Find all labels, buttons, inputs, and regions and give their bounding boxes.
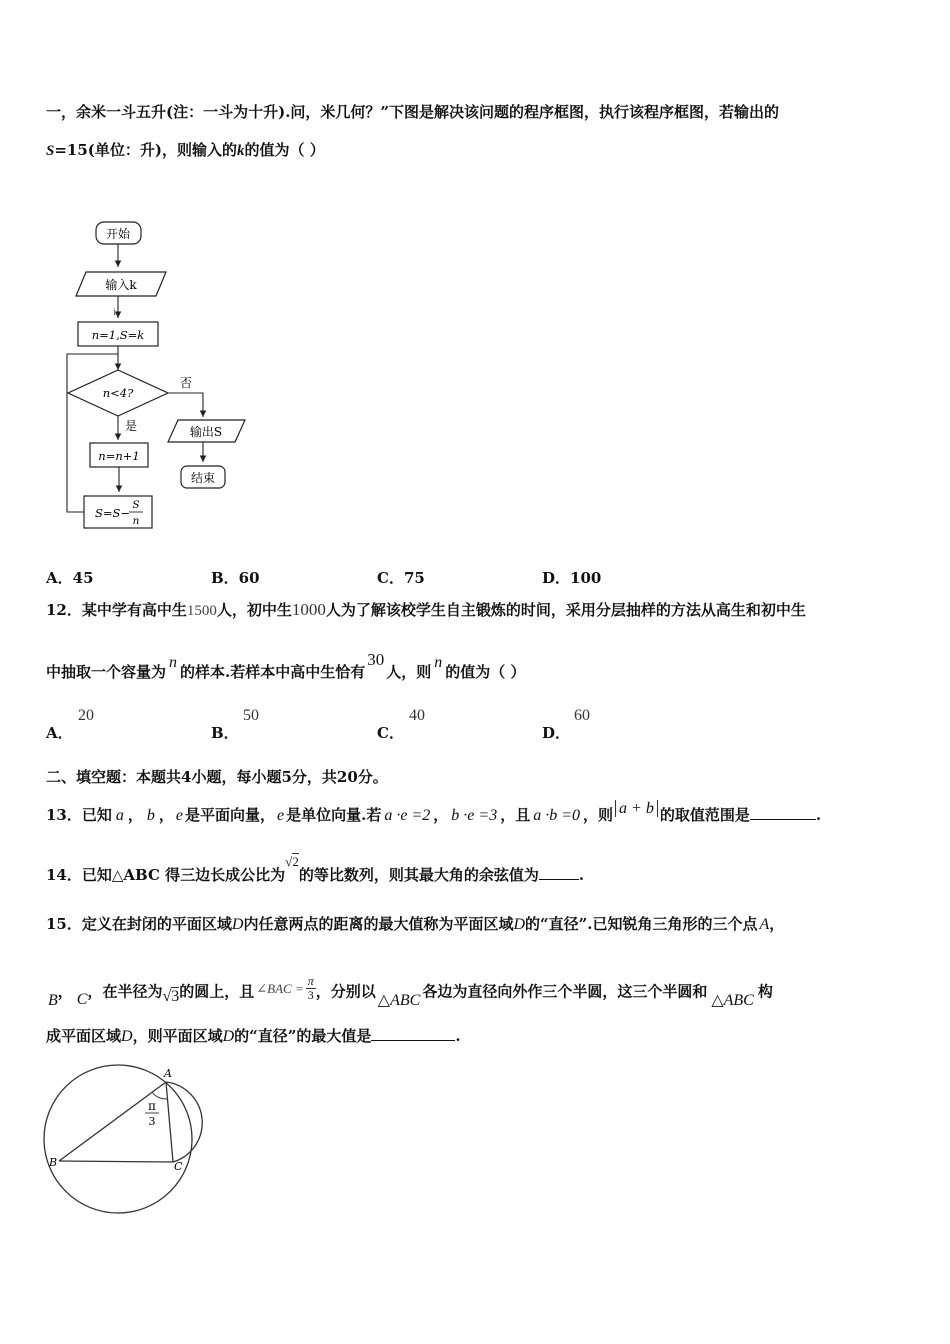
q13-be: b ·e =3	[451, 807, 498, 824]
flow-init-text: n=1,S=k	[91, 328, 145, 342]
q15-D1: D	[231, 916, 244, 933]
angle-arc	[152, 1092, 167, 1099]
flow-input-text: 输入k	[105, 278, 137, 292]
q12-1500: 1500	[186, 603, 217, 619]
fig-label-c: C	[174, 1160, 183, 1173]
flow-small-mark: i	[113, 308, 116, 318]
q12-n1: n	[169, 654, 178, 671]
q12-l2d: 的值为（ ）	[445, 663, 526, 681]
q15-B: B	[48, 991, 58, 1009]
q15-line1	[46, 914, 784, 935]
q15-l3b: ，则平面区域	[132, 1027, 223, 1045]
q15-frac	[306, 975, 316, 1002]
q15-c1: ，	[57, 982, 73, 1001]
q12-option-b-value: 50	[243, 707, 259, 724]
q15-frac-den: 3	[307, 988, 314, 1002]
q15-root-value: 3	[171, 987, 180, 1005]
q14-p2: 的等比数列，则其最大角的余弦值为	[298, 866, 539, 884]
side-bc	[59, 1161, 173, 1162]
q15-A: A	[759, 916, 770, 933]
q13-ae: a ·e =2	[384, 807, 431, 824]
q12-p3: 人为了解该校学生自主锻炼的时间，采用分层抽样的方法从高生和初中生	[325, 601, 806, 619]
q15-p5: ，在半径为	[87, 982, 163, 1001]
fig-label-b: B	[49, 1156, 58, 1169]
fig-label-a: A	[164, 1067, 172, 1080]
q11-s-var: S	[46, 143, 55, 159]
side-ac	[166, 1082, 173, 1162]
q15-figure	[40, 1060, 220, 1222]
q13-a: a	[115, 807, 124, 824]
q12-option-a-value: 20	[78, 707, 94, 724]
q13-comma2: ，	[158, 806, 174, 824]
q15-p7: ，分别以	[315, 982, 376, 1001]
flow-decision-text: n<4?	[102, 386, 134, 400]
q13-ab: a ·b =0	[533, 807, 581, 824]
q11-k-var: k	[236, 143, 245, 159]
q13-sep: ，	[433, 806, 449, 824]
q13-line	[46, 800, 822, 826]
section2-title: 二、填空题：本题共4小题，每小题5分，共20分。	[46, 768, 388, 786]
main-circle	[44, 1065, 192, 1213]
flow-output-text: 输出S	[189, 425, 223, 439]
q11-option-a: A．45	[46, 569, 94, 587]
q15-D3: D	[121, 1028, 133, 1045]
flow-start-text: 开始	[105, 227, 131, 241]
q12-option-a: A．	[46, 724, 73, 742]
q12-1000: 1000	[291, 600, 326, 619]
q15-tri1: △ABC	[377, 991, 421, 1009]
q12-l2a: 中抽取一个容量为	[46, 663, 167, 681]
flow-inc-text: n=n+1	[98, 449, 140, 463]
flow-end-text: 结束	[190, 471, 216, 485]
q13-blank	[750, 805, 816, 820]
q15-blank	[371, 1026, 455, 1041]
fig-angle-pi: π	[148, 1099, 156, 1113]
q15-tri2: △ABC	[711, 991, 754, 1009]
q15-p1: 15．定义在封闭的平面区域	[46, 915, 232, 933]
q13-abs: a + b	[615, 800, 658, 817]
flowchart	[60, 215, 260, 540]
q15-root: √3	[162, 987, 180, 1005]
q14-root-value: 2	[292, 854, 299, 869]
q11-option-d: D．100	[542, 569, 602, 587]
q12-30: 30	[367, 650, 385, 669]
q13-p5: ，则	[583, 806, 614, 824]
q11-option-c: C．75	[377, 569, 425, 587]
flow-no-label: 否	[180, 376, 193, 390]
q12-option-b: B．	[211, 724, 239, 742]
q15-p3: 的“直径”.已知锐角三角形的三个点	[525, 915, 758, 933]
q12-option-c: C．	[377, 724, 404, 742]
q15-p2: 内任意两点的距离的最大值称为平面区域	[243, 915, 514, 933]
q13-comma: ，	[127, 806, 143, 824]
q15-D4: D	[222, 1028, 235, 1045]
q11-line2-end: 的值为（ ）	[244, 141, 325, 159]
q12-option-d: D．	[542, 724, 571, 742]
q13-e2: e	[277, 807, 285, 824]
q11-line1: 一，余米一斗五升(注：一斗为十升).问，米几何？”下图是解决该问题的程序框图，执行该程序框图，若输出的	[46, 103, 780, 121]
q12-l2b: 的样本.若样本中高中生恰有	[180, 663, 366, 681]
q15-angle: ∠BAC =	[256, 980, 304, 996]
q15-line3	[46, 1026, 461, 1047]
q12-n2: n	[434, 654, 443, 671]
flow-update-text: S=S−	[95, 506, 131, 520]
q15-p4: ，	[769, 915, 785, 933]
q11-option-b: B．60	[211, 569, 260, 587]
q15-end: .	[455, 1027, 461, 1045]
q13-p3: 是单位向量.若	[286, 806, 382, 824]
q15-p6: 的圆上，且	[179, 982, 255, 1001]
q15-D2: D	[513, 916, 526, 933]
q15-frac-num: π	[307, 974, 314, 988]
q12-line1	[46, 600, 806, 621]
q14-root: √2	[285, 854, 299, 869]
q13-b: b	[146, 807, 155, 824]
q14-line	[46, 854, 585, 886]
q12-p2: 人，初中生	[216, 601, 292, 619]
q12-option-c-value: 40	[409, 707, 425, 724]
q11-line2-text: =15(单位：升)，则输入的	[54, 141, 237, 159]
q13-p2: 是平面向量，	[185, 806, 276, 824]
q13-p4: ，且	[500, 806, 531, 824]
q13-p6: 的取值范围是	[659, 806, 750, 824]
q15-p8: 各边为直径向外作三个半圆，这三个半圆和	[422, 982, 708, 1001]
q14-blank	[539, 865, 579, 880]
q15-l3c: 的“直径”的最大值是	[234, 1027, 372, 1045]
q15-C: C	[76, 990, 88, 1008]
q13-p1: 13．已知	[46, 806, 112, 824]
q13-e: e	[175, 807, 184, 824]
q14-end: .	[578, 866, 585, 884]
q14-p1: 14．已知△ABC 得三边长成公比为	[46, 866, 286, 884]
flow-yes-label: 是	[125, 419, 138, 433]
q15-p9: 构	[757, 982, 773, 1001]
q11-line2	[46, 140, 325, 161]
q12-option-d-value: 60	[574, 707, 590, 724]
flow-frac-den: n	[132, 515, 140, 527]
flow-frac-num: S	[132, 499, 140, 511]
q12-p1: 12．某中学有高中生	[46, 601, 187, 619]
q15-line2	[46, 974, 773, 1009]
q13-end: .	[815, 806, 822, 824]
q12-line2	[46, 650, 526, 683]
fig-angle-3: 3	[148, 1115, 156, 1128]
q15-l3a: 成平面区域	[46, 1027, 122, 1045]
q12-l2c: 人，则	[386, 663, 432, 681]
